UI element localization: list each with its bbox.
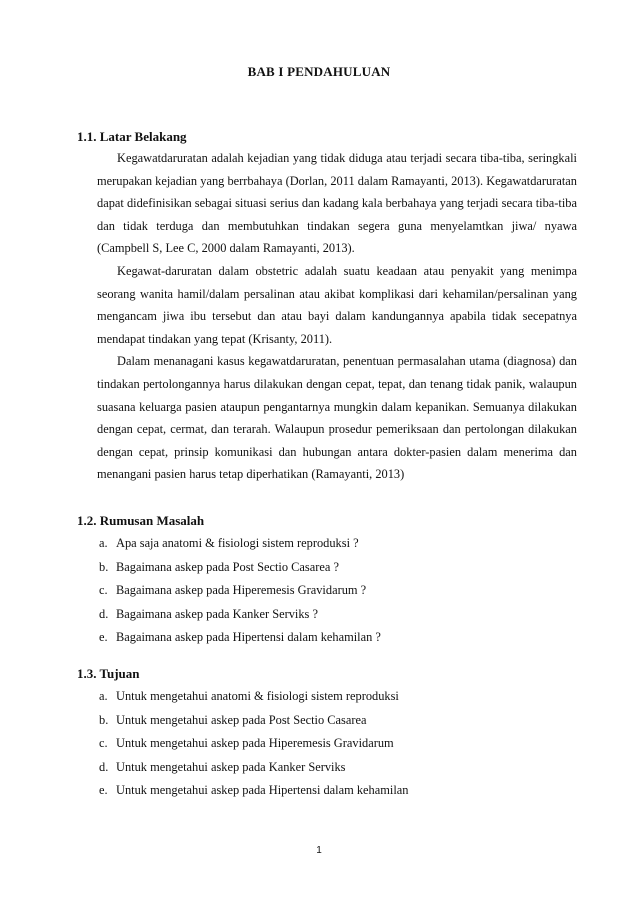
paragraph: Kegawatdaruratan adalah kejadian yang tidak diduga atau terjadi secara tiba-tiba, seringkali merupakan kejadian yang berrbahaya (Dorlan, 2011 dalam Ramayanti, 2013). Kegawatdaruratan dapat didefinisikan sebagai situasi serius dan kadang kala berbahaya yang terjadi secara tiba-tiba dan tidak terduga dan membutuhkan tindakan segera guna menyelamtkan jiwa/ nyawa (Campbell S, Lee C, 2000 dalam Ramayanti, 2013). xyxy=(97,151,577,256)
section-heading-rumusan-masalah: 1.2. Rumusan Masalah xyxy=(77,513,205,528)
list-item xyxy=(99,626,381,650)
list-item-text: Apa saja anatomi & fisiologi sistem reproduksi ? xyxy=(116,536,359,550)
chapter-title: BAB I PENDAHULUAN xyxy=(247,64,391,79)
list-item-text: Bagaimana askep pada Hipertensi dalam kehamilan ? xyxy=(116,630,381,644)
list-item-text: Untuk mengetahui askep pada Post Sectio Casarea xyxy=(116,712,367,727)
list-item xyxy=(99,532,381,556)
list-item xyxy=(99,756,408,780)
problem-list xyxy=(99,532,381,650)
list-item xyxy=(99,779,408,803)
list-marker: e. xyxy=(99,783,108,797)
list-item-text: Untuk mengetahui askep pada Hipertensi dalam kehamilan xyxy=(116,783,409,797)
list-marker: a. xyxy=(99,536,108,550)
list-marker: c. xyxy=(99,736,108,750)
section-body-latar-belakang xyxy=(97,147,577,486)
list-marker: b. xyxy=(99,712,109,727)
section-heading-tujuan: 1.3. Tujuan xyxy=(77,666,140,681)
list-marker: d. xyxy=(99,759,109,774)
list-item xyxy=(99,579,381,603)
list-item-text: Bagaimana askep pada Kanker Serviks ? xyxy=(116,606,318,621)
list-item-text: Bagaimana askep pada Hiperemesis Gravidarum ? xyxy=(116,583,367,597)
list-item-text: Untuk mengetahui askep pada Kanker Serviks xyxy=(116,759,346,774)
paragraph: Kegawat-daruratan dalam obstetric adalah suatu keadaan atau penyakit yang menimpa seorang wanita hamil/dalam persalinan atau akibat komplikasi dari kehamilan/persalinan yang mengancam jiwa ibu tersebut dan atau bayi dalam kandungannya apabila tidak secepatnya mendapat tindakan yang tepat (Krisanty, 2011). xyxy=(97,263,577,346)
paragraph: Dalam menanagani kasus kegawatdaruratan, penentuan permasalahan utama (diagnosa) dan tindakan pertolongannya harus dilakukan dengan cepat, tepat, dan tenang tidak panik, walaupun suasana keluarga pasien ataupun pengantarnya mungkin dalam kepanikan. Semuanya dilakukan dengan cepat, cermat, dan terarah. Walaupun prosedur pemeriksaan dan pertolongan dilakukan dengan cepat, prinsip komunikasi dan hubungan antara dokter-pasien dalam menerima dan menangani pasien harus tetap diperhatikan (Ramayanti, 2013) xyxy=(97,354,577,482)
list-item xyxy=(99,732,408,756)
objective-list xyxy=(99,685,408,803)
list-marker: a. xyxy=(99,689,108,703)
list-marker: b. xyxy=(99,559,109,574)
page-number: 1 xyxy=(316,845,322,856)
list-item-text: Untuk mengetahui askep pada Hiperemesis Gravidarum xyxy=(116,736,394,750)
list-item-text: Bagaimana askep pada Post Sectio Casarea ? xyxy=(116,559,339,574)
list-item xyxy=(99,556,381,580)
section-heading-latar-belakang: 1.1. Latar Belakang xyxy=(77,129,187,144)
list-item xyxy=(99,709,408,733)
list-item-text: Untuk mengetahui anatomi & fisiologi sistem reproduksi xyxy=(116,689,399,703)
list-marker: d. xyxy=(99,606,109,621)
list-item xyxy=(99,603,381,627)
list-item xyxy=(99,685,408,709)
list-marker: e. xyxy=(99,630,108,644)
list-marker: c. xyxy=(99,583,108,597)
